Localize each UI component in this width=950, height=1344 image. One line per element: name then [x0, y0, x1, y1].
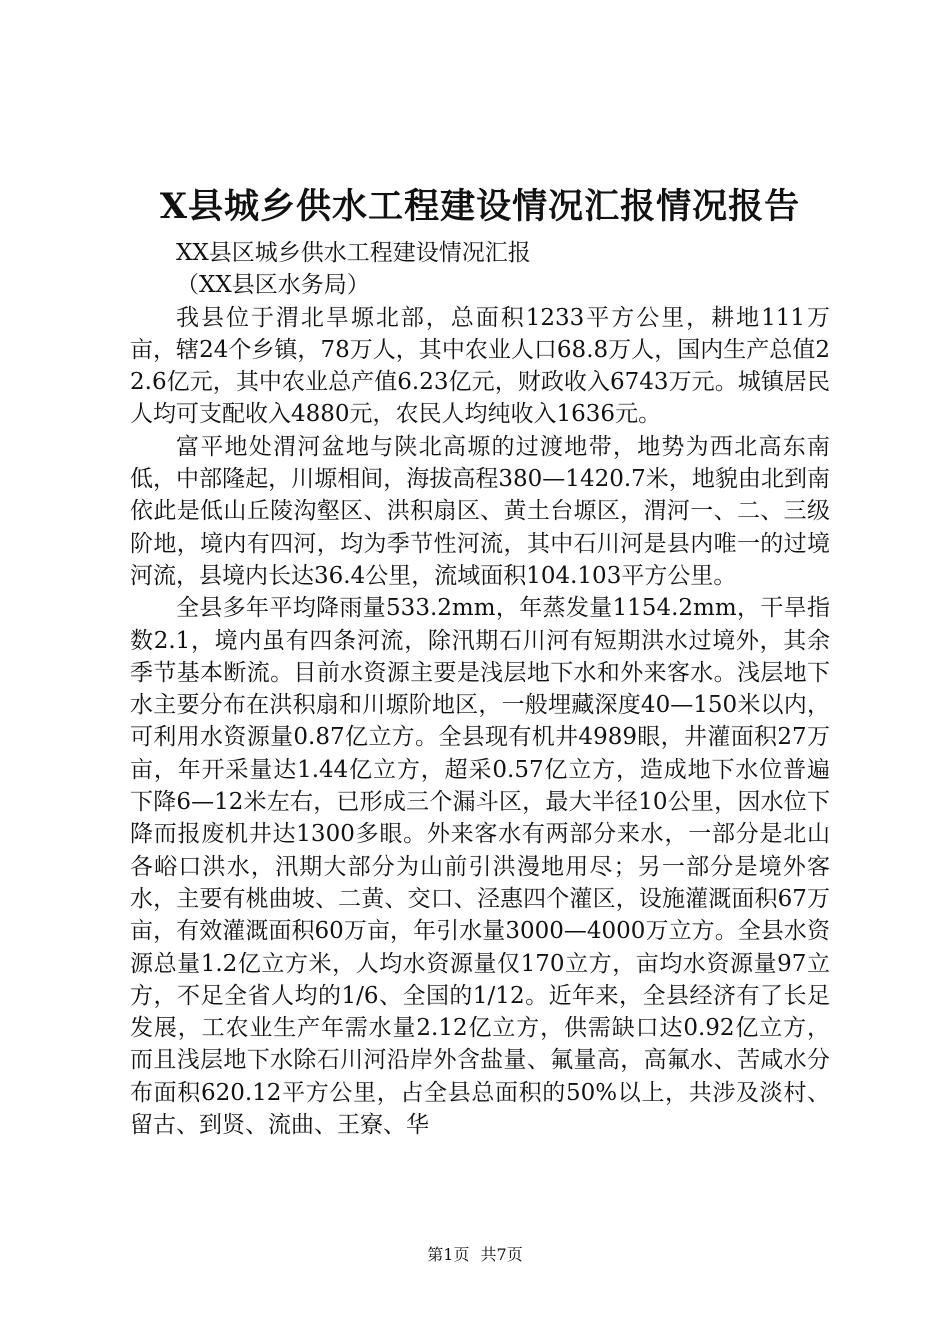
- document-title: X县城乡供水工程建设情况汇报情况报告: [159, 186, 801, 227]
- document-subtitle: XX县区城乡供水工程建设情况汇报: [176, 240, 531, 266]
- page-total: 共7页: [480, 1245, 523, 1264]
- page-footer: [0, 1244, 950, 1266]
- document-body: [130, 237, 830, 1141]
- page-number: 第1页: [427, 1245, 470, 1264]
- paragraph: 我县位于渭北旱塬北部，总面积1233平方公里，耕地111万亩，辖24个乡镇，78万人，其中农业人口68.8万人，国内生产总值22.6亿元，其中农业总产值6.23亿元，财政收入6743万元。城镇居民人均可支配收入4880元，农民人均纯收入1636元。: [130, 304, 830, 428]
- paragraph: 富平地处渭河盆地与陕北高塬的过渡地带，地势为西北高东南低，中部隆起，川塬相间，海拔高程380—1420.7米，地貌由北到南依此是低山丘陵沟壑区、洪积扇区、黄土台塬区，渭河一、二、三级阶地，境内有四河，均为季节性河流，其中石川河是县内唯一的过境河流，县境内长达36.4公里，流域面积104.103平方公里。: [130, 433, 830, 589]
- paragraph: 全县多年平均降雨量533.2mm，年蒸发量1154.2mm，干旱指数2.1，境内虽有四条河流，除汛期石川河有短期洪水过境外，其余季节基本断流。目前水资源主要是浅层地下水和外来客水。浅层地下水主要分布在洪积扇和川塬阶地区，一般埋藏深度40—150米以内，可利用水资源量0.87亿立方。全县现有机井4989眼，井灌面积27万亩，年开采量达1.44亿立方，超采0.57亿立方，造成地下水位普遍下降6—12米左右，已形成三个漏斗区，最大半径10公里，因水位下降而报废机井达1300多眼。外来客水有两部分来水，一部分是北山各峪口洪水，汛期大部分为山前引洪漫地用尽；另一部分是境外客水，主要有桃曲坡、二黄、交口、泾惠四个灌区，设施灌溉面积67万亩，有效灌溉面积60万亩，年引水量3000—4000万立方。全县水资源总量1.2亿立方米，人均水资源量仅170立方，亩均水资源量97立方，不足全省人均的1/6、全国的1/12。近年来，全县经济有了长足发展，工农业生产年需水量2.12亿立方，供需缺口达0.92亿立方，而且浅层地下水除石川河沿岸外含盐量、氟量高，高氟水、苦咸水分布面积620.12平方公里，占全县总面积的50%以上，共涉及淡村、留古、到贤、流曲、王寮、华: [130, 595, 830, 1139]
- document-author: （XX县区水务局）: [176, 272, 370, 299]
